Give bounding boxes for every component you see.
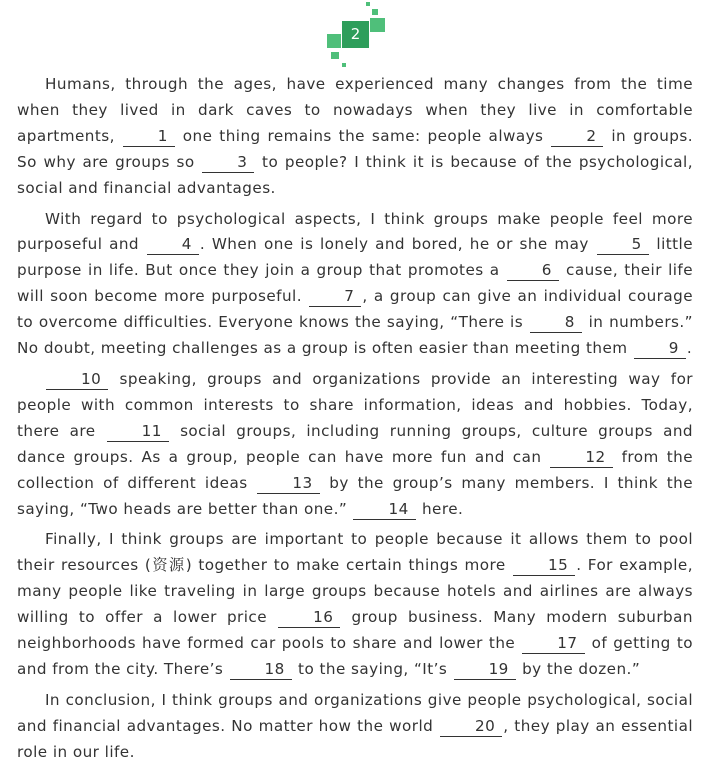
- passage-text: little purpose in life. But once they join a group that promotes a: [17, 235, 694, 280]
- answer-blank[interactable]: 8: [530, 313, 582, 333]
- answer-blank[interactable]: 5: [597, 235, 649, 255]
- answer-blank[interactable]: 18: [230, 660, 292, 680]
- answer-blank[interactable]: 9: [634, 339, 686, 359]
- paragraph: [17, 367, 693, 522]
- decorative-square: [372, 9, 378, 15]
- passage-text: by the dozen.”: [516, 659, 641, 678]
- answer-blank[interactable]: 13: [257, 474, 319, 494]
- passage-text: by the group’s many members. I think the saying, “Two heads are better than one.”: [17, 473, 693, 518]
- answer-blank[interactable]: 16: [278, 608, 340, 628]
- answer-blank[interactable]: 2: [551, 127, 603, 147]
- answer-blank[interactable]: 6: [507, 261, 559, 281]
- section-number: 2: [342, 21, 369, 48]
- passage-text: , they play an essential role in our life.: [17, 716, 694, 761]
- passage-text: In conclusion, I think groups and organizations give people psychological, social and financial advantages. No matter how the world: [17, 690, 693, 735]
- passage-text: to people? I think it is because of the psychological, social and financial advantages.: [17, 152, 694, 197]
- passage-text: With regard to psychological aspects, I think groups make people feel more purposeful and: [17, 209, 693, 254]
- decorative-square: [331, 52, 339, 59]
- answer-blank[interactable]: 19: [454, 660, 516, 680]
- answer-blank[interactable]: 12: [550, 448, 612, 468]
- passage-text: , a group can give an individual courage to overcome difficulties. Everyone knows the saying, “There is: [17, 287, 694, 332]
- decorative-square: [327, 34, 341, 48]
- answer-blank[interactable]: 11: [107, 422, 169, 442]
- answer-blank[interactable]: 7: [309, 287, 361, 307]
- passage-text: in groups. So why are groups so: [17, 126, 693, 171]
- section-number-badge: [0, 0, 717, 72]
- passage-text: . For example, many people like traveling in large groups because hotels and airlines are always willing to offer a lower price: [17, 556, 693, 627]
- answer-blank[interactable]: 15: [513, 556, 575, 576]
- passage-text: cause, their life will soon become more purposeful.: [17, 261, 694, 306]
- passage-text: Finally, I think groups are important to people because it allows them to pool their resources (资源) together to make certain things more: [17, 530, 693, 575]
- paragraph: [17, 207, 693, 362]
- answer-blank[interactable]: 17: [522, 634, 584, 654]
- passage-text: speaking, groups and organizations provide an interesting way for people with common interests to share information, ideas and hobbies. Today, there are: [17, 369, 693, 440]
- answer-blank[interactable]: 14: [353, 500, 415, 520]
- paragraph: [17, 72, 693, 202]
- answer-blank[interactable]: 20: [440, 717, 502, 737]
- passage-text: Humans, through the ages, have experienced many changes from the time when they lived in dark caves to nowadays when they live in comfortable apartments,: [17, 75, 693, 145]
- paragraph: [17, 688, 693, 766]
- passage-text: here.: [416, 499, 464, 518]
- passage-text: group business. Many modern suburban neighborhoods have formed car pools to share and lower the: [17, 608, 693, 653]
- decorative-square: [370, 18, 385, 32]
- passage-text: to the saying, “It’s: [292, 659, 453, 678]
- passage-text: .: [686, 339, 693, 358]
- paragraph: [17, 527, 693, 682]
- decorative-square: [342, 63, 346, 67]
- passage-text: from the collection of different ideas: [17, 447, 693, 492]
- passage-text: social groups, including running groups, culture groups and dance groups. As a group, people can have more fun and can: [17, 421, 693, 466]
- answer-blank[interactable]: 4: [147, 235, 199, 255]
- passage-text: of getting to and from the city. There’s: [17, 634, 693, 678]
- answer-blank[interactable]: 3: [202, 153, 254, 173]
- passage-text: . When one is lonely and bored, he or she may: [199, 235, 596, 254]
- passage-text: in numbers.” No doubt, meeting challenges as a group is often easier than meeting them: [17, 313, 693, 358]
- answer-blank[interactable]: 10: [46, 370, 108, 390]
- passage-text: one thing remains the same: people always: [175, 126, 551, 145]
- decorative-square: [366, 2, 370, 6]
- answer-blank[interactable]: 1: [123, 127, 175, 147]
- passage: [17, 72, 693, 771]
